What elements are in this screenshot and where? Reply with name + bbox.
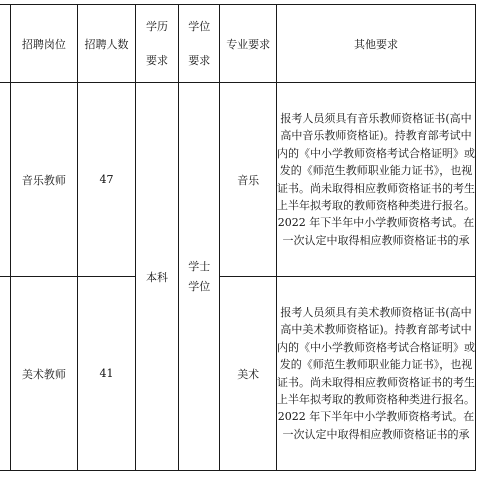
requirement-line: 上半年拟考取的教师资格种类进行报名。 xyxy=(276,392,475,406)
degree-cell xyxy=(179,83,220,471)
header-education xyxy=(135,5,178,83)
requirement-line: 发的《师范生教师职业能力证书》，也视 xyxy=(279,358,473,372)
header-other: 其他要求 xyxy=(276,5,475,83)
requirement-line: 证书。尚未取得相应教师资格证书的考生 xyxy=(276,375,475,389)
requirement-line: 2022 年下半年中小学教师资格考试。在 xyxy=(277,216,475,230)
requirement-line: 内的《中小学教师资格考试合格证明》或 xyxy=(276,340,475,354)
requirement-line: 报考人员须具有美术教师资格证书(高中 xyxy=(280,305,472,319)
header-count: 招聘人数 xyxy=(78,5,136,83)
table-row xyxy=(0,83,476,277)
index-cell xyxy=(0,83,10,277)
requirement-line: 发的《师范生教师职业能力证书》，也视 xyxy=(279,164,473,178)
header-row xyxy=(0,5,476,83)
requirement-line: 内的《中小学教师资格考试合格证明》或 xyxy=(276,146,475,160)
header-degree xyxy=(179,5,220,83)
requirement-line: 高中美术教师资格证)。持教育部考试中 xyxy=(280,323,472,337)
other-requirements-cell xyxy=(276,83,475,277)
major-cell: 美术 xyxy=(220,277,277,471)
header-index-cell xyxy=(0,5,10,83)
recruitment-table xyxy=(0,4,476,471)
requirement-line: 报考人员须具有音乐教师资格证书(高中 xyxy=(280,111,472,125)
header-education-line2: 要求 xyxy=(145,53,168,67)
position-cell: 美术教师 xyxy=(10,277,77,471)
table-row xyxy=(0,277,476,471)
requirement-line: 上半年拟考取的教师资格种类进行报名。 xyxy=(276,198,475,212)
count-cell: 41 xyxy=(78,277,136,471)
degree-line1: 学士 xyxy=(188,259,211,273)
position-cell: 音乐教师 xyxy=(10,83,77,277)
degree-line2: 学位 xyxy=(188,279,211,293)
header-major: 专业要求 xyxy=(220,5,277,83)
count-cell: 47 xyxy=(78,83,136,277)
header-degree-line1: 学位 xyxy=(188,19,211,33)
requirement-line: 2022 年下半年中小学教师资格考试。在 xyxy=(277,410,475,424)
requirement-line: 一次认定中取得相应教师资格证书的承 xyxy=(282,233,470,247)
requirement-line: 高中音乐教师资格证)。持教育部考试中 xyxy=(280,129,472,143)
requirement-line: 一次认定中取得相应教师资格证书的承 xyxy=(282,427,470,441)
other-requirements-cell xyxy=(276,277,475,471)
requirement-line: 证书。尚未取得相应教师资格证书的考生 xyxy=(276,181,475,195)
header-education-line1: 学历 xyxy=(145,19,168,33)
major-cell: 音乐 xyxy=(220,83,277,277)
header-position: 招聘岗位 xyxy=(10,5,77,83)
education-cell: 本科 xyxy=(135,83,178,471)
header-degree-line2: 要求 xyxy=(188,53,211,67)
index-cell xyxy=(0,277,10,471)
